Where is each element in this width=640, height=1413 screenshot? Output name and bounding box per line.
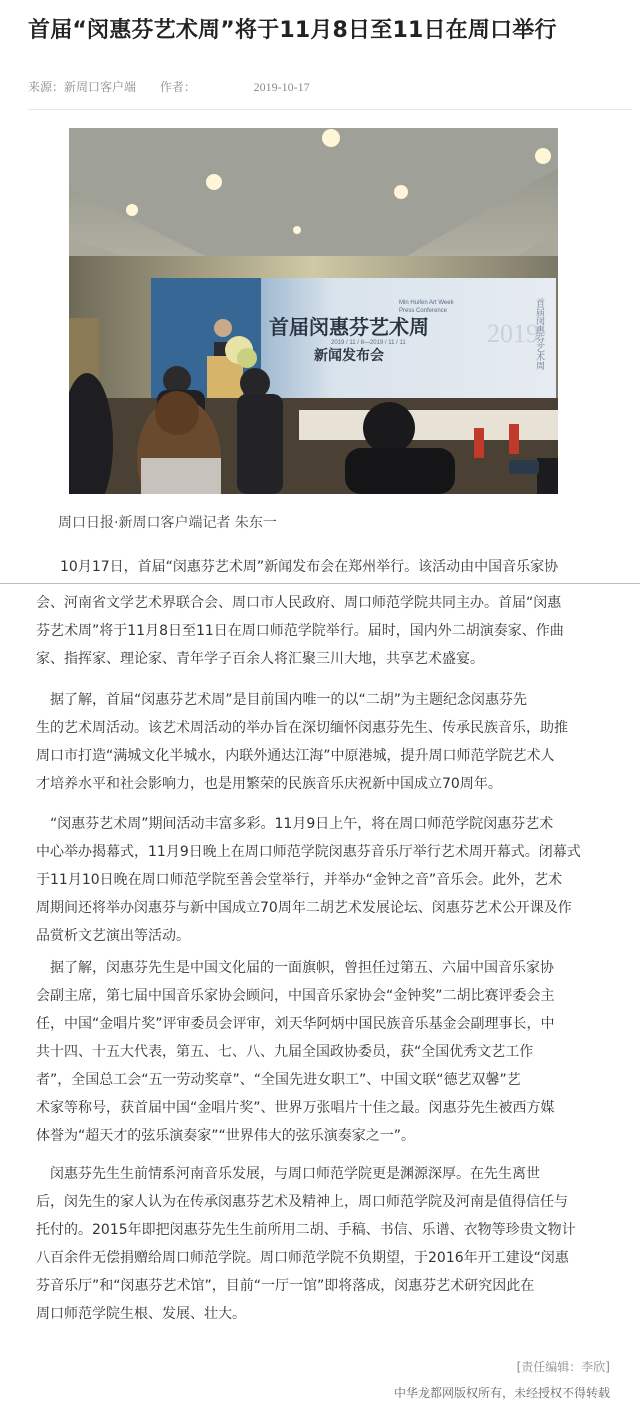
paragraph-line: 八百余件无偿捐赠给周口师范学院。周口师范学院不负期望，于2016年开工建设“闵惠 (36, 1250, 569, 1266)
paragraph-line: 芬艺术周”将于11月8日至11日在周口师范学院举行。届时，国内外二胡演奏家、作曲 (36, 623, 564, 639)
paragraph-line: 周期间还将举办闵惠芬与新中国成立70周年二胡艺术发展论坛、闵惠芬艺术公开课及作 (36, 900, 572, 916)
paragraph-line: 体誉为“超天才的弦乐演奏家”“世界伟大的弦乐演奏家之一”。 (36, 1128, 416, 1144)
content-divider (0, 583, 640, 584)
paragraph-line: 闵惠芬先生生前情系河南音乐发展，与周口师范学院更是渊源深厚。在先生离世 (36, 1166, 540, 1182)
paragraph-line: 中心举办揭幕式，11月9日晚上在周口师范学院闵惠芬音乐厅举行艺术周开幕式。闭幕式 (36, 844, 581, 860)
stage-side-text: 首届闵惠芬艺术周 (534, 298, 544, 370)
header-divider (28, 109, 632, 110)
paragraph-line: 者”，全国总工会“五一劳动奖章”、“全国先进女职工”、中国文联“德艺双馨”艺 (36, 1072, 521, 1088)
paragraph-line: 于11月10日晚在周口师范学院至善会堂举行，并举办“金钟之音”音乐会。此外，艺术 (36, 872, 563, 888)
article-title: 首届“闵惠芬艺术周”将于11月8日至11日在周口举行 (28, 18, 557, 43)
press-conference-photo (69, 128, 558, 494)
stage-title: 首届闵惠芬艺术周 (269, 315, 429, 339)
paragraph-5 (36, 1160, 616, 1328)
paragraph-4 (36, 954, 616, 1150)
article-source: 来源：新周口客户端 (28, 80, 137, 94)
paragraph-line: 任，中国“金唱片奖”评审委员会评审，刘天华阿炳中国民族音乐基金会副理事长，中 (36, 1016, 555, 1032)
paragraph-line: 据了解，首届“闵惠芬艺术周”是目前国内唯一的以“二胡”为主题纪念闵惠芬先 (36, 692, 528, 708)
paragraph-line: 品赏析文艺演出等活动。 (36, 928, 190, 944)
paragraph-line: 周口市打造“满城文化半城水，内联外通达江海”中原港城，提升周口师范学院艺术人 (36, 748, 555, 764)
responsible-editor: [责任编辑：李欣] (516, 1360, 610, 1374)
paragraph-line: 才培养水平和社会影响力，也是用繁荣的民族音乐庆祝新中国成立70周年。 (36, 776, 502, 792)
paragraph-line: 据了解，闵惠芬先生是中国文化届的一面旗帜，曾担任过第五、六届中国音乐家协 (36, 960, 554, 976)
article-date: 2019-10-17 (253, 80, 310, 94)
paragraph-3 (36, 810, 616, 950)
paragraph-2 (36, 686, 616, 798)
photo-caption: 周口日报·新周口客户端记者 朱东一 (58, 515, 277, 531)
paragraph-line: 后，闵先生的家人认为在传承闵惠芬艺术及精神上，周口师范学院及河南是值得信任与 (36, 1194, 568, 1210)
article-photo (69, 128, 558, 494)
stage-year: 2019 (487, 319, 539, 348)
paragraph-line: “闵惠芬艺术周”期间活动丰富多彩。11月9日上午，将在周口师范学院闵惠芬艺术 (36, 816, 554, 832)
copyright-notice: 中华龙都网版权所有，未经授权不得转载 (393, 1386, 610, 1400)
paragraph-line: 术家等称号，获首届中国“金唱片奖”、世界万张唱片十佳之最。闵惠芬先生被西方媒 (36, 1100, 555, 1116)
lead-paragraph: 10月17日，首届“闵惠芬艺术周”新闻发布会在郑州举行。该活动由中国音乐家协 (60, 559, 559, 575)
stage-english-2: Press Conference (399, 308, 448, 314)
paragraph-line: 芬音乐厅”和“闵惠芬艺术馆”，目前“一厅一馆”即将落成，闵惠芬艺术研究因此在 (36, 1278, 535, 1294)
article-meta (28, 78, 310, 96)
paragraph-line: 会、河南省文学艺术界联合会、周口市人民政府、周口师范学院共同主办。首届“闵惠 (36, 595, 562, 611)
paragraph-line: 托付的。2015年即把闵惠芬先生生前所用二胡、手稿、书信、乐谱、衣物等珍贵文物计 (36, 1222, 576, 1238)
paragraph-1 (36, 589, 616, 673)
paragraph-line: 会副主席，第七届中国音乐家协会顾问，中国音乐家协会“金钟奖”二胡比赛评委会主 (36, 988, 555, 1004)
stage-dates: 2019 / 11 / 8—2019 / 11 / 11 (331, 340, 406, 346)
paragraph-line: 共十四、十五大代表，第五、七、八、九届全国政协委员，获“全国优秀文艺工作 (36, 1044, 534, 1060)
stage-english-1: Min Huifen Art Week (399, 300, 454, 306)
paragraph-line: 周口师范学院生根、发展、壮大。 (36, 1306, 246, 1322)
article-author: 作者： (159, 80, 196, 94)
paragraph-line: 生的艺术周活动。该艺术周活动的举办旨在深切缅怀闵惠芬先生、传承民族音乐，助推 (36, 720, 568, 736)
paragraph-line: 家、指挥家、理论家、青年学子百余人将汇聚三川大地，共享艺术盛宴。 (36, 651, 484, 667)
stage-subtitle: 新闻发布会 (314, 348, 384, 364)
